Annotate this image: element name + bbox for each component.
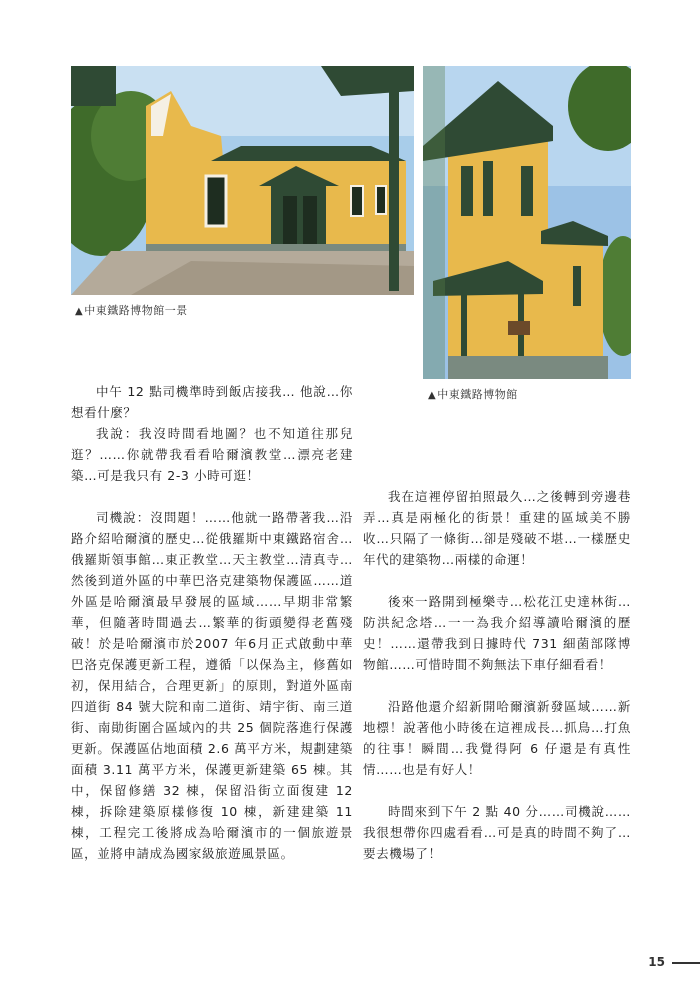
left-text-column bbox=[71, 381, 353, 864]
right-text-column bbox=[363, 486, 631, 864]
paragraph: 後來一路開到極樂寺…松花江史達林街…防洪紀念塔…一一為我介紹導讀哈爾濱的歷史！……還帶我到日據時代 731 細菌部隊博物館……可惜時間不夠無法下車仔細看看！ bbox=[363, 594, 631, 672]
triangle-marker-icon: ▲ bbox=[428, 390, 437, 401]
paragraph: 中午 12 點司機準時到飯店接我… 他說…你想看什麼？ bbox=[71, 384, 353, 420]
caption-text: 中東鐵路博物館一景 bbox=[84, 304, 188, 317]
paragraph: 我說：我沒時間看地圖？也不知道往那兒逛？……你就帶我看看哈爾濱教堂…漂亮老建築…可是我只有 2-3 小時可逛！ bbox=[71, 426, 353, 483]
paragraph: 我在這裡停留拍照最久…之後轉到旁邊巷弄…真是兩極化的街景！重建的區域美不勝收…只隔了一條街…卻是殘破不堪…一樣歷史年代的建築物…兩樣的命運！ bbox=[363, 489, 631, 567]
caption-text: 中東鐵路博物館 bbox=[437, 388, 518, 401]
photo-caption-right bbox=[428, 386, 518, 402]
photo-caption-left bbox=[75, 302, 188, 318]
museum-photo-right bbox=[423, 66, 631, 379]
paragraph: 時間來到下午 2 點 40 分……司機說……我很想帶你四處看看…可是真的時間不夠了…要去機場了！ bbox=[363, 804, 631, 861]
page-number: 15 bbox=[648, 955, 665, 969]
museum-photo-left bbox=[71, 66, 414, 295]
triangle-marker-icon: ▲ bbox=[75, 306, 84, 317]
paragraph: 司機說：沒問題！……他就一路帶著我…沿路介紹哈爾濱的歷史…從俄羅斯中東鐵路宿舍…俄羅斯領事館…東正教堂…天主教堂…清真寺…然後到道外區的中華巴洛克建築物保護區……道外區是哈爾濱最早發展的區域……早期非常繁華，但隨著時間過去…繁華的街頭變得老舊殘破！於是哈爾濱市於2007 年6月正式啟動中華巴洛克保護更新工程，遵循「以保為主，修舊如初，保用結合，合理更新」的原則，對道外區南四道街 84 號大院和南二道街、靖宇街、南三道街、南勛街圍合區域內的共 25 個院落進行保護更新。保護區佔地面積 2.6 萬平方米，規劃建築面積 3.11 萬平方米，保護更新建築 65 棟。其中，保留修繕 32 棟，保留沿街立面復建 12 棟，拆除建築原樣修復 10 棟，新建建築 11 棟，工程完工後將成為哈爾濱市的一個旅遊景區，並將申請成為國家級旅遊風景區。 bbox=[71, 510, 353, 861]
paragraph: 沿路他還介紹新開哈爾濱新發區域……新地標！說著他小時後在這裡成長…抓鳥…打魚的往事！瞬間…我覺得阿 6 仔還是有真性情……也是有好人！ bbox=[363, 699, 631, 777]
page-number-rule bbox=[672, 962, 700, 964]
